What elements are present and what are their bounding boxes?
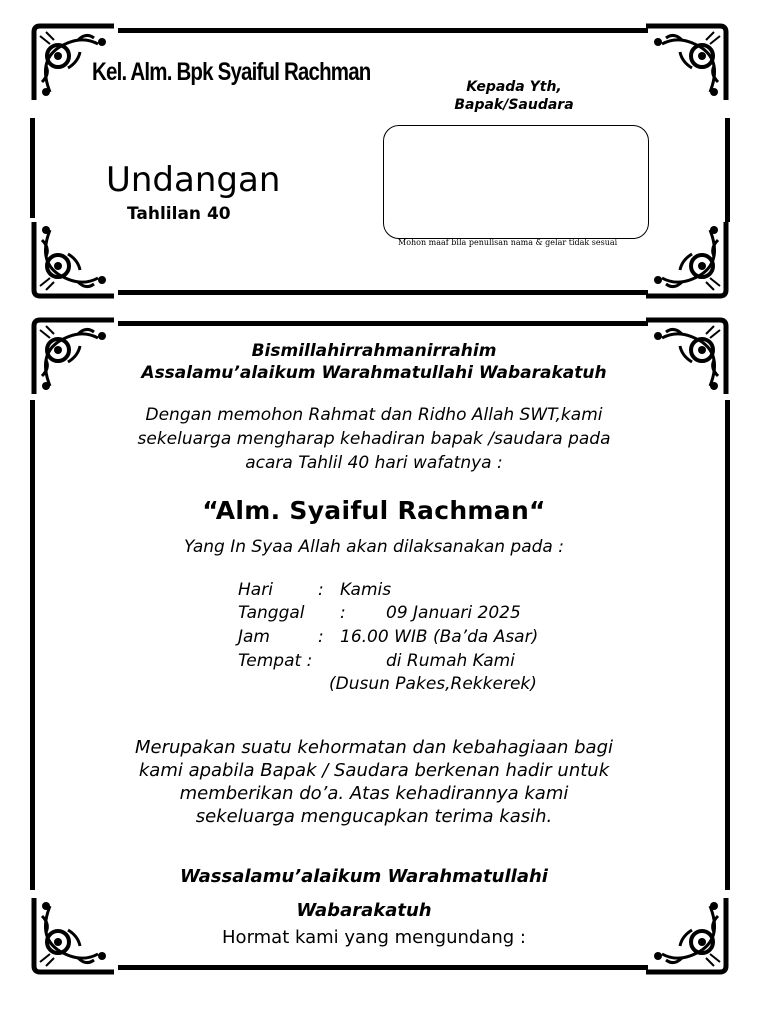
frame-bottom-line bbox=[118, 965, 648, 970]
date-separator: : bbox=[340, 603, 346, 623]
corner-ornament-icon bbox=[640, 22, 732, 104]
intro-line: acara Tahlil 40 hari wafatnya : bbox=[245, 453, 503, 473]
wassalam-line: Wassalamu’alaikum Warahmatullahi bbox=[180, 866, 548, 887]
closing-line: sekeluarga mengucapkan terima kasih. bbox=[195, 806, 553, 827]
held-on-text: Yang In Syaa Allah akan dilaksanakan pada : bbox=[184, 537, 564, 557]
wassalam-line: Wabarakatuh bbox=[296, 900, 432, 921]
closing-line: kami apabila Bapak / Saudara berkenan hadir untuk bbox=[138, 760, 610, 781]
bismillah-text: Bismillahirrahmanirrahim bbox=[251, 341, 497, 361]
frame-right-line bbox=[725, 118, 730, 222]
closing-paragraph bbox=[40, 736, 708, 828]
recipient-name-box bbox=[383, 125, 649, 239]
deceased-name: “Alm. Syaiful Rachman“ bbox=[202, 496, 546, 525]
invitation-subtitle: Tahlilan 40 bbox=[127, 204, 231, 224]
recipient-line-2: Bapak/Saudara bbox=[454, 97, 574, 113]
frame-top-line bbox=[118, 28, 648, 33]
frame-left-line bbox=[30, 118, 35, 218]
time-separator: : bbox=[318, 627, 324, 647]
sign-off: Hormat kami yang mengundang : bbox=[222, 927, 526, 948]
recipient-header bbox=[420, 78, 608, 114]
day-label: Hari bbox=[238, 580, 273, 600]
frame-right-line bbox=[725, 400, 730, 890]
date-label: Tanggal bbox=[238, 603, 305, 623]
invitation-title: Undangan bbox=[106, 160, 281, 200]
day-separator: : bbox=[318, 580, 324, 600]
frame-top-line bbox=[118, 321, 648, 326]
corner-ornament-icon bbox=[640, 218, 732, 300]
recipient-line-1: Kepada Yth, bbox=[466, 79, 562, 95]
closing-line: memberikan do’a. Atas kehadirannya kami bbox=[179, 783, 569, 804]
name-apology-note: Mohon maaf bila penulisan nama & gelar tidak sesuai bbox=[398, 238, 618, 247]
place-value: di Rumah Kami bbox=[386, 651, 515, 671]
date-value: 09 Januari 2025 bbox=[386, 603, 521, 623]
intro-paragraph bbox=[40, 403, 708, 475]
closing-salam bbox=[30, 857, 698, 931]
place-label: Tempat : bbox=[238, 651, 313, 671]
time-label: Jam bbox=[238, 627, 270, 647]
closing-line: Merupakan suatu kehormatan dan kebahagiaan bagi bbox=[134, 737, 614, 758]
intro-line: Dengan memohon Rahmat dan Ridho Allah SWT,kami bbox=[145, 405, 603, 425]
opening-greeting bbox=[40, 340, 708, 384]
corner-ornament-icon bbox=[28, 218, 120, 300]
family-name: Kel. Alm. Bpk Syaiful Rachman bbox=[92, 58, 371, 86]
frame-bottom-line bbox=[118, 290, 648, 295]
intro-line: sekeluarga mengharap kehadiran bapak /saudara pada bbox=[137, 429, 611, 449]
day-value: Kamis bbox=[340, 580, 392, 600]
time-value: 16.00 WIB (Ba’da Asar) bbox=[340, 627, 539, 647]
salam-text: Assalamu’alaikum Warahmatullahi Wabarakatuh bbox=[141, 363, 607, 383]
frame-left-line bbox=[30, 400, 35, 890]
place-detail: (Dusun Pakes,Rekkerek) bbox=[329, 674, 537, 694]
